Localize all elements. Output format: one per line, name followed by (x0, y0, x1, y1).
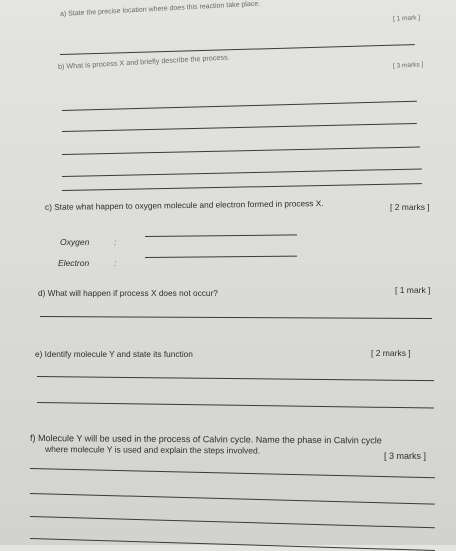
question-d-text: d) What will happen if process X does not occur? (38, 288, 218, 298)
oxygen-separator: : (114, 237, 117, 247)
question-c-marks: [ 2 marks ] (390, 202, 430, 212)
electron-separator: : (114, 258, 117, 268)
question-a-text: a) State the precise location where does this reaction take place. (59, 0, 261, 18)
answer-line-f2[interactable] (30, 493, 435, 505)
answer-line-d1[interactable] (40, 316, 432, 319)
question-b-marks: [ 3 marks ] (392, 61, 424, 70)
answer-line-b2[interactable] (62, 123, 417, 132)
answer-line-b3[interactable] (62, 147, 420, 155)
question-e-text: e) Identify molecule Y and state its function (35, 349, 193, 359)
question-f-text-line2: where molecule Y is used and explain the steps involved. (44, 444, 261, 456)
question-a-marks: [ 1 mark ] (392, 14, 421, 23)
question-d-marks: [ 1 mark ] (395, 285, 431, 295)
answer-line-f3[interactable] (30, 516, 435, 528)
answer-line-e1[interactable] (37, 376, 434, 381)
answer-line-electron[interactable] (145, 256, 297, 258)
question-c-text: c) State what happen to oxygen molecule and electron formed in process X. (44, 198, 324, 212)
answer-line-a1[interactable] (60, 44, 415, 55)
answer-line-b5[interactable] (62, 183, 422, 191)
question-b-text: b) What is process X and briefly describe the process. (57, 52, 230, 71)
oxygen-label: Oxygen (60, 237, 90, 247)
answer-line-f1[interactable] (30, 468, 435, 478)
answer-line-oxygen[interactable] (145, 234, 297, 237)
answer-line-e2[interactable] (37, 402, 434, 409)
answer-line-b1[interactable] (62, 101, 417, 111)
question-f-marks: [ 3 marks ] (384, 451, 427, 461)
electron-label: Electron (58, 258, 90, 268)
question-e-marks: [ 2 marks ] (371, 348, 411, 358)
answer-line-b4[interactable] (62, 168, 422, 177)
question-f-text-line1: f) Molecule Y will be used in the process of Calvin cycle. Name the phase in Calvin cycle (29, 433, 382, 446)
